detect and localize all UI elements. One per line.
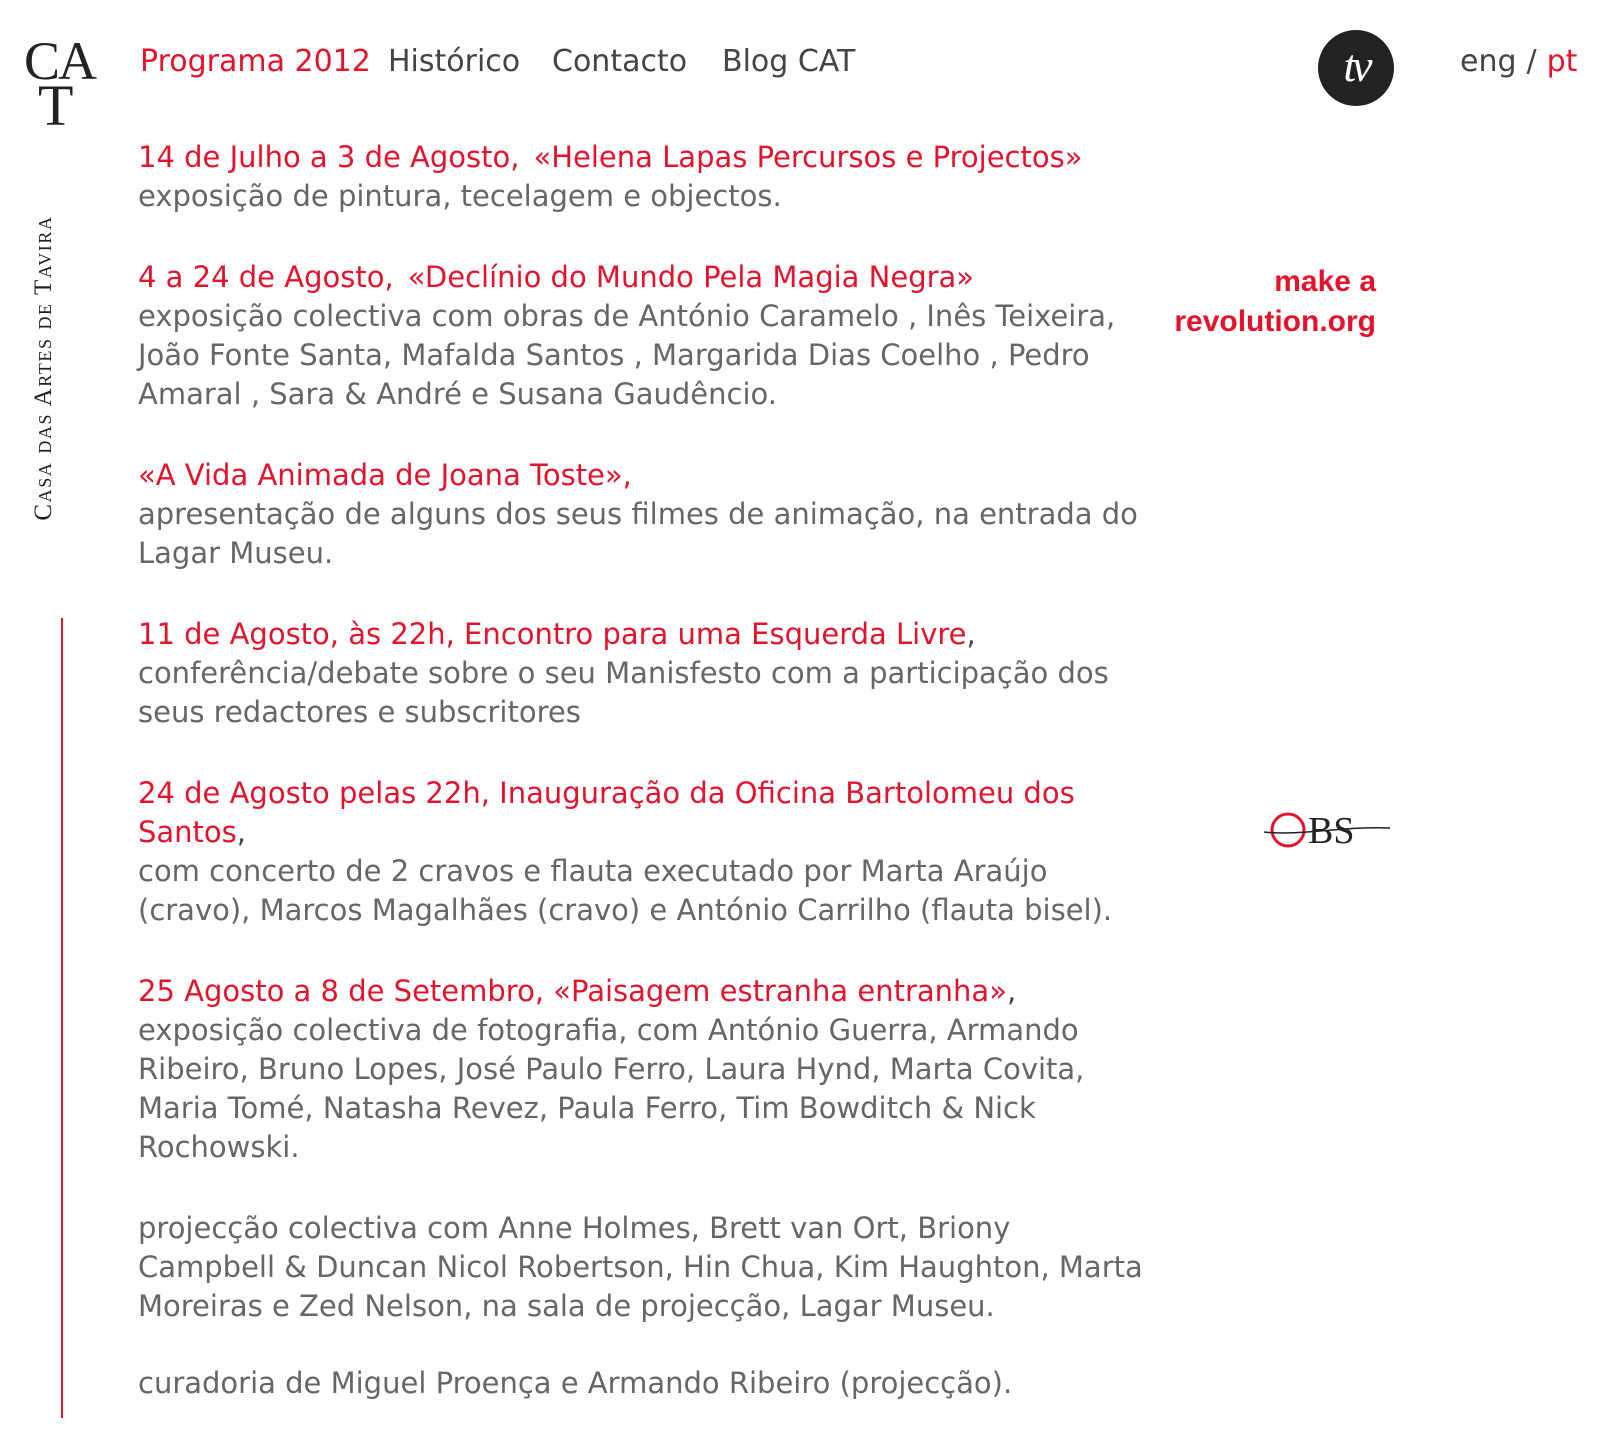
nav-item-programa-2012[interactable]: Programa 2012 xyxy=(140,44,371,79)
event-title: «A Vida Animada de Joana Toste», xyxy=(138,458,632,492)
event-title: 11 de Agosto, às 22h, Encontro para uma Esquerda Livre xyxy=(138,617,967,651)
event-description: com concerto de 2 cravos e flauta executado por Marta Araújo (cravo), Marcos Magalhães (cravo) e António Carrilho (flauta bisel). xyxy=(138,854,1113,927)
vertical-red-rule xyxy=(61,618,63,1418)
logo-full-name: Casa das Artes de Tavira xyxy=(30,215,57,521)
nav-item-historico[interactable]: Histórico xyxy=(388,44,521,79)
logo-ca-letters: CA xyxy=(24,31,96,91)
revolution-line-1: make a xyxy=(1274,265,1376,298)
event-date: 14 de Julho a 3 de Agosto, xyxy=(138,140,520,174)
lang-eng-link[interactable]: eng xyxy=(1460,44,1517,79)
event-title: 25 Agosto a 8 de Setembro, «Paisagem estranha entranha» xyxy=(138,974,1007,1008)
make-a-revolution-link[interactable] xyxy=(1140,262,1376,342)
event-title: 24 de Agosto pelas 22h, Inauguração da Oficina Bartolomeu dos Santos xyxy=(138,776,1075,849)
obs-logo-ring xyxy=(1272,814,1304,846)
lang-pt-link[interactable]: pt xyxy=(1546,44,1578,79)
event-title-comma: , xyxy=(236,815,246,849)
obs-logo-link[interactable] xyxy=(1262,806,1392,856)
curation-note: curadoria de Miguel Proença e Armando Ribeiro (projecção). xyxy=(138,1366,1013,1400)
nav-item-blog-cat[interactable]: Blog CAT xyxy=(722,44,856,79)
event-description: apresentação de alguns dos seus filmes de animação, na entrada do Lagar Museu. xyxy=(138,497,1138,570)
lang-separator: / xyxy=(1526,44,1537,79)
event-description: exposição colectiva de fotografia, com António Guerra, Armando Ribeiro, Bruno Lopes, José Paulo Ferro, Laura Hynd, Marta Covita, Maria Tomé, Natasha Revez, Paula Ferro, Tim Bowditch & Nick Rochowski. xyxy=(138,1013,1085,1164)
event-item xyxy=(138,774,1148,930)
event-item xyxy=(138,456,1148,573)
event-description: conferência/debate sobre o seu Manisfesto com a participação dos seus redactores e subscritores xyxy=(138,656,1109,729)
logo-vertical-text xyxy=(30,215,58,520)
nav-item-contacto[interactable]: Contacto xyxy=(552,44,688,79)
projection-note: projecção colectiva com Anne Holmes, Brett van Ort, Briony Campbell & Duncan Nicol Robertson, Hin Chua, Kim Haughton, Marta Moreiras e Zed Nelson, na sala de projecção, Lagar Museu. xyxy=(138,1211,1143,1323)
event-item xyxy=(138,258,1148,414)
event-item xyxy=(138,138,1148,216)
language-switcher xyxy=(1460,44,1577,79)
event-description: exposição colectiva com obras de António Caramelo , Inês Teixeira, João Fonte Santa, Mafalda Santos , Margarida Dias Coelho , Pedro Amaral , Sara & André e Susana Gaudêncio. xyxy=(138,299,1116,411)
event-description: exposição de pintura, tecelagem e objectos. xyxy=(138,179,782,213)
event-title: «Declínio do Mundo Pela Magia Negra» xyxy=(407,260,975,294)
event-title: «Helena Lapas Percursos e Projectos» xyxy=(533,140,1083,174)
tv-logo-badge[interactable]: tv xyxy=(1318,30,1394,106)
event-item xyxy=(138,615,1148,732)
programme-content xyxy=(138,138,1148,1441)
obs-logo-text: BS xyxy=(1308,810,1355,852)
event-date: 4 a 24 de Agosto, xyxy=(138,260,394,294)
event-title-comma: , xyxy=(1006,974,1017,1008)
event-item xyxy=(138,972,1148,1167)
revolution-line-2: revolution.org xyxy=(1174,305,1376,338)
logo-t-letter: T xyxy=(38,73,74,138)
event-title-comma: , xyxy=(966,617,976,651)
